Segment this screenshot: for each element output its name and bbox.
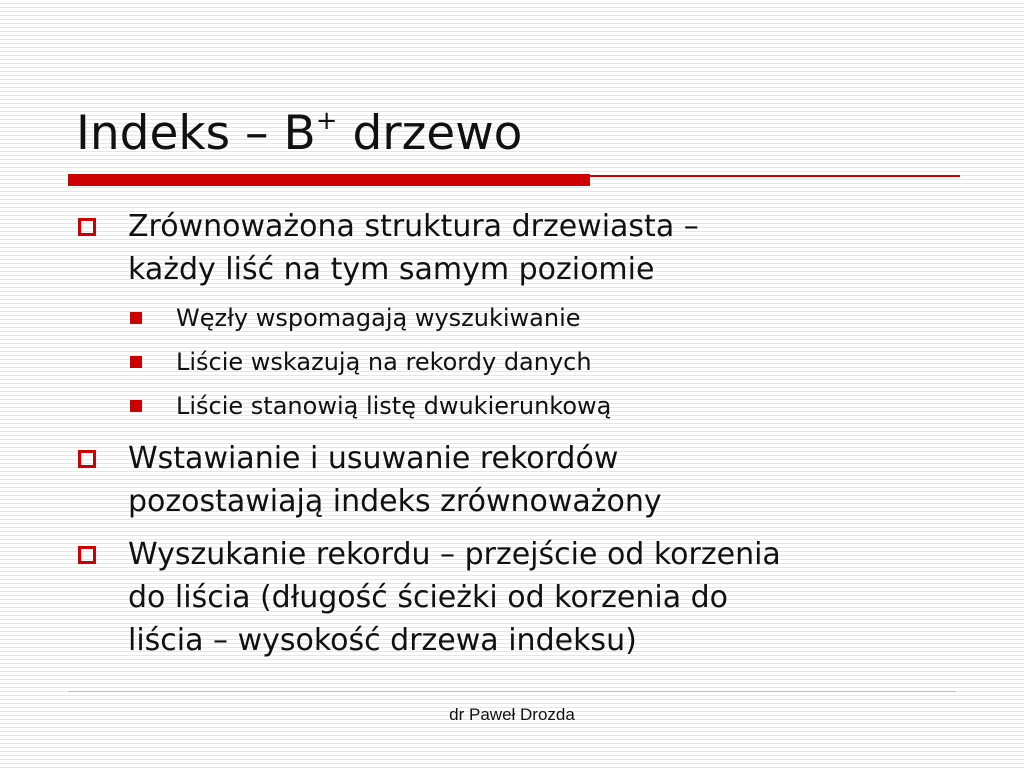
filled-square-bullet-icon (130, 400, 142, 412)
subbullet-item-3: Liście stanowią listę dwukierunkową (176, 392, 612, 420)
title-main: Indeks – B (76, 106, 316, 161)
bullet-item-1 (128, 205, 699, 291)
slide-footer-author: dr Paweł Drozda (449, 705, 575, 724)
bullet-3-line-2: do liścia (długość ścieżki od korzenia do (128, 580, 729, 615)
bullet-1-line-1: Zrównoważona struktura drzewiasta – (128, 209, 699, 244)
title-superscript: + (315, 106, 338, 136)
bullet-3-line-3: liścia – wysokość drzewa indeksu) (128, 623, 637, 658)
hollow-square-bullet-icon (78, 546, 96, 564)
subbullet-item-2: Liście wskazują na rekordy danych (176, 348, 592, 376)
bullet-2-line-2: pozostawiają indeks zrównoważony (128, 484, 662, 519)
bullet-1-line-2: każdy liść na tym samym poziomie (128, 252, 655, 287)
hollow-square-bullet-icon (78, 218, 96, 236)
footer-divider (68, 691, 956, 692)
bullet-item-3 (128, 533, 781, 662)
hollow-square-bullet-icon (78, 450, 96, 468)
filled-square-bullet-icon (130, 356, 142, 368)
bullet-3-line-1: Wyszukanie rekordu – przejście od korzenia (128, 537, 781, 572)
subbullet-item-1: Węzły wspomagają wyszukiwanie (176, 304, 581, 332)
title-rest: drzewo (337, 106, 523, 161)
bullet-item-2 (128, 437, 662, 523)
filled-square-bullet-icon (130, 312, 142, 324)
bullet-2-line-1: Wstawianie i usuwanie rekordów (128, 441, 619, 476)
